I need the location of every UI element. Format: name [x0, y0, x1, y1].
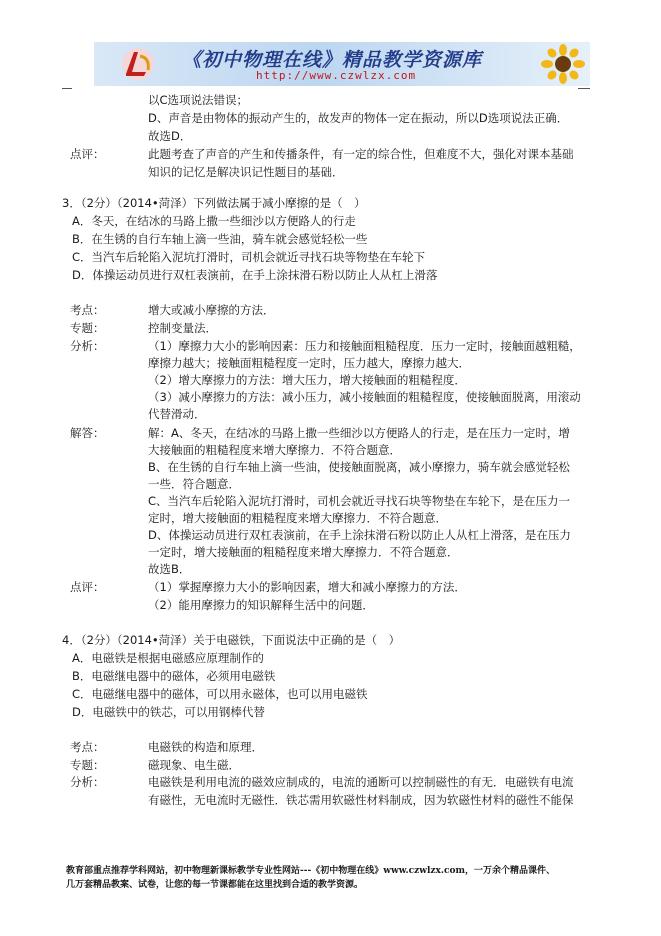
question-3-option-d: D．体操运动员进行双杠表演前，在手上涂抹滑石粉以防止人从杠上滑落 — [72, 268, 438, 282]
answer-line: 一定时，增大接触面的粗糙程度来增大摩擦力．不符合题意． — [148, 545, 459, 559]
question-4-option-d: D．电磁铁中的铁芯，可以用钢棒代替 — [72, 705, 265, 719]
prev-answer-line: D、声音是由物体的振动产生的，故发声的物体一定在振动，所以D选项说法正确． — [148, 111, 569, 125]
question-3-option-b: B．在生锈的自行车轴上滴一些油，骑车就会感觉轻松一些 — [72, 232, 368, 246]
site-url[interactable]: http://www.czwlzx.com — [256, 69, 417, 82]
fenxi-label: 分析： — [70, 339, 105, 353]
analysis-line: 有磁性，无电流时无磁性．铁芯需用软磁性材料制成，因为软磁性材料的磁性不能保 — [148, 793, 574, 807]
answer-line: B、在生锈的自行车轴上滴一些油，使接触面脱离，减小摩擦力，骑车就会感觉轻松 — [148, 460, 570, 474]
question-4-stem: 4．（2分）（2014•菏泽）关于电磁铁，下面说法中正确的是（ ） — [62, 633, 401, 647]
comment-line: 知识的记忆是解决识记性题目的基础． — [148, 165, 344, 179]
prev-answer-line: 以C选项说法错误； — [148, 93, 249, 107]
question-4-option-b: B．电磁继电器中的磁体，必须用电磁铁 — [72, 669, 276, 683]
question-4-option-a: A．电磁铁是根据电磁感应原理制作的 — [72, 651, 264, 665]
header-rule-left — [62, 88, 72, 89]
footer-line: 教育部重点推荐学科网站，初中物理新课标教学专业性网站---《初中物理在线》www.czwlzx.com，一万余个精品课件、 — [66, 866, 556, 876]
question-3-option-a: A．冬天，在结冰的马路上撒一些细沙以方便路人的行走 — [72, 214, 356, 228]
answer-line: C、当汽车后轮陷入泥坑打滑时，司机会就近寻找石块等物垫在车轮下，是在压力一 — [148, 494, 571, 508]
footer-line: 几万套精品教案、试卷，让您的每一节课都能在这里找到合适的教学资源。 — [66, 880, 364, 890]
header-rule-right — [578, 88, 590, 89]
fenxi-label: 分析： — [70, 775, 105, 789]
comment-line: （2）能用摩擦力的知识解释生活中的问题． — [148, 598, 374, 612]
header-banner — [94, 42, 590, 86]
analysis-line: 代替滑动． — [148, 407, 206, 421]
jieda-label: 解答： — [70, 426, 105, 440]
comment-line: （1）掌握摩擦力大小的影响因素，增大和减小摩擦力的方法． — [148, 580, 466, 594]
zhuanti-label: 专题： — [70, 321, 105, 335]
kaodian-label: 考点： — [70, 303, 105, 317]
answer-line: 一些．符合题意． — [148, 477, 240, 491]
answer-line: 定时，增大接触面的粗糙程度来增大摩擦力．不符合题意． — [148, 511, 447, 525]
answer-line: 解：A、冬天，在结冰的马路上撒一些细沙以方便路人的行走，是在压力一定时，增 — [148, 426, 570, 440]
comment-label: 点评： — [70, 147, 105, 161]
zhuanti-text: 控制变量法． — [148, 321, 217, 335]
analysis-line: （2）增大摩擦力的方法：增大压力，增大接触面的粗糙程度． — [148, 373, 466, 387]
kaodian-text: 增大或减小摩擦的方法． — [148, 303, 275, 317]
site-logo-icon — [120, 46, 156, 82]
site-title: 《初中物理在线》精品教学资源库 — [182, 49, 483, 71]
zhuanti-label: 专题： — [70, 758, 105, 772]
question-3-option-c: C．当汽车后轮陷入泥坑打滑时，司机会就近寻找石块等物垫在车轮下 — [72, 250, 426, 264]
kaodian-label: 考点： — [70, 740, 105, 754]
sunflower-icon — [540, 44, 586, 84]
comment-line: 此题考查了声音的产生和传播条件，有一定的综合性，但难度不大，强化对课本基础 — [148, 147, 574, 161]
analysis-line: （1）摩擦力大小的影响因素：压力和接触面粗糙程度．压力一定时，接触面越粗糙， — [148, 339, 581, 353]
zhuanti-text: 磁现象、电生磁． — [148, 758, 240, 772]
question-3-stem: 3．（2分）（2014•菏泽）下列做法属于减小摩擦的是（ ） — [62, 196, 366, 210]
analysis-line: 电磁铁是利用电流的磁效应制成的，电流的通断可以控制磁性的有无．电磁铁有电流 — [148, 775, 574, 789]
dianping-label: 点评： — [70, 580, 105, 594]
answer-line: D、体操运动员进行双杠表演前，在手上涂抹滑石粉以防止人从杠上滑落，是在压力 — [148, 528, 571, 542]
answer-line: 故选B． — [148, 562, 191, 576]
kaodian-text: 电磁铁的构造和原理． — [148, 740, 263, 754]
analysis-line: （3）减小摩擦力的方法：减小压力，减小接触面的粗糙程度，使接触面脱离，用滚动 — [148, 390, 581, 404]
answer-line: 大接触面的粗糙程度来增大摩擦力．不符合题意． — [148, 443, 401, 457]
question-4-option-c: C．电磁继电器中的磁体，可以用永磁体，也可以用电磁铁 — [72, 687, 368, 701]
analysis-line: 摩擦力越大；接触面粗糙程度一定时，压力越大，摩擦力越大． — [148, 356, 470, 370]
prev-answer-line: 故选D． — [148, 129, 192, 143]
